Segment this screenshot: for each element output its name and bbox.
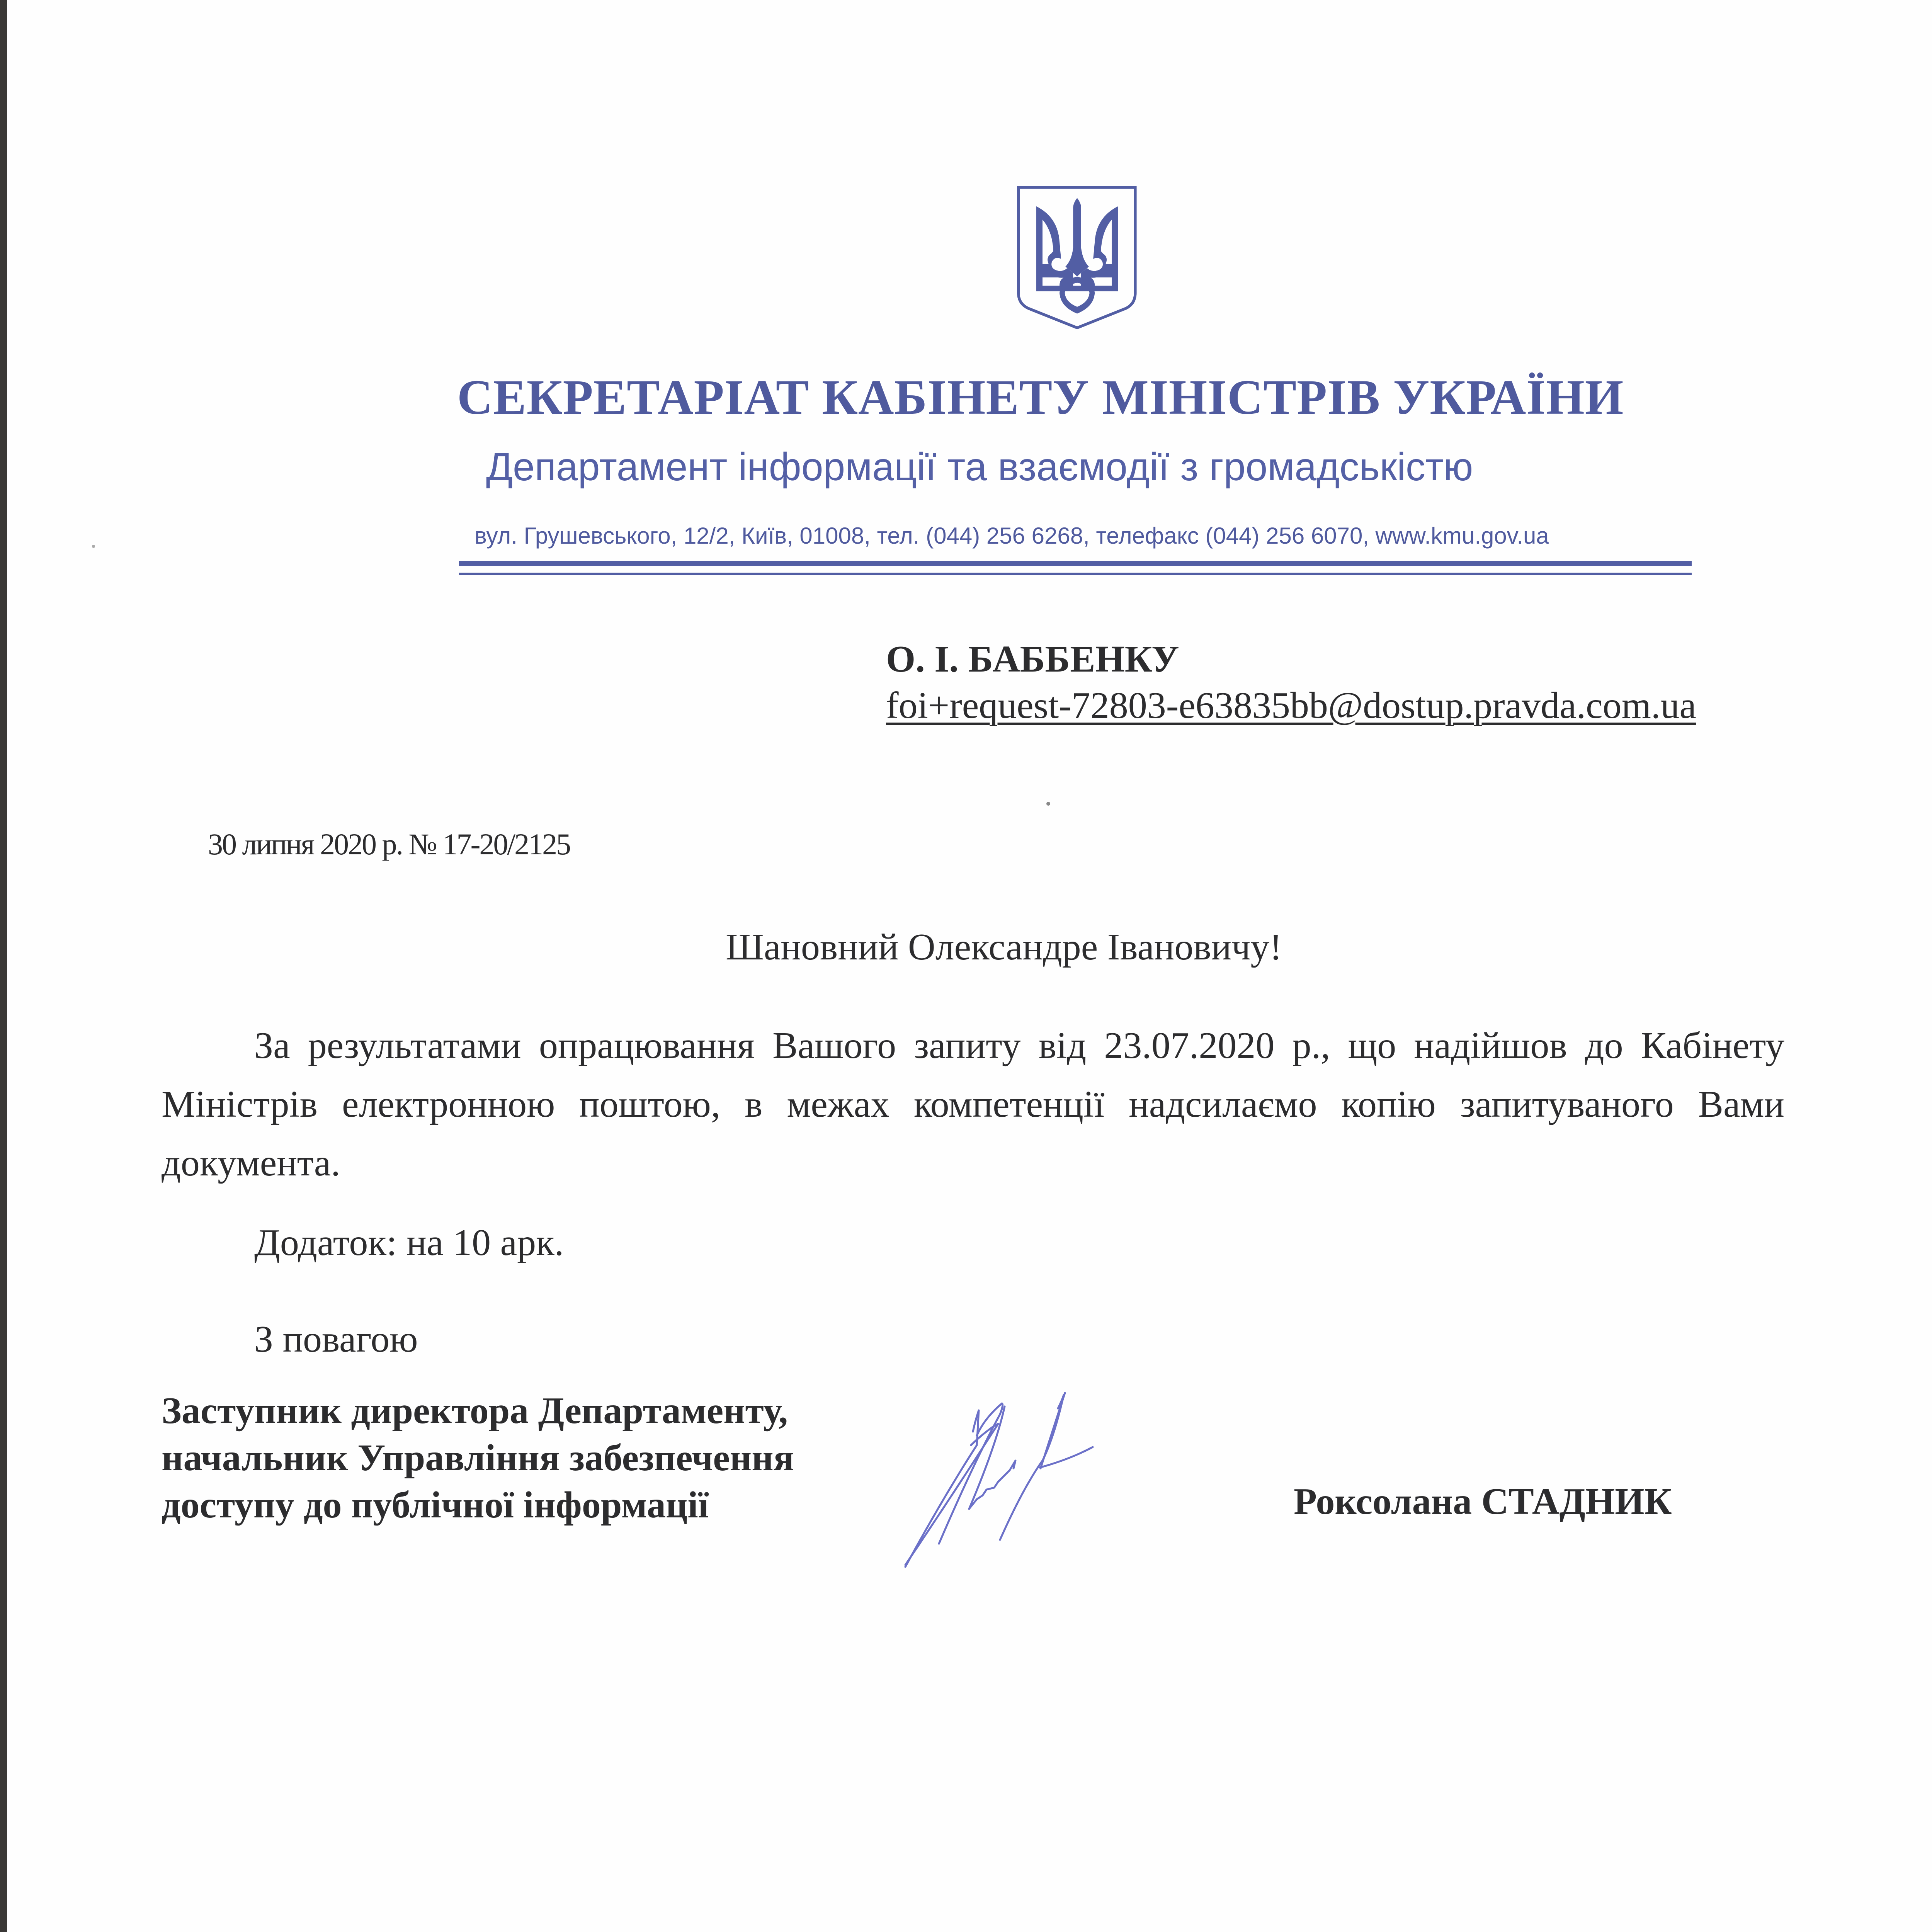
tryzub-coat-of-arms-icon xyxy=(996,162,1151,371)
letterhead-address: вул. Грушевського, 12/2, Київ, 01008, тел. (044) 256 6268, телефакс (044) 256 6070, www.kmu.gov.ua xyxy=(474,523,1549,549)
signer-title-line: доступу до публічної інформації xyxy=(162,1484,709,1526)
signer-name: Роксолана СТАДНИК xyxy=(1294,1481,1672,1522)
organization-title: СЕКРЕТАРІАТ КАБІНЕТУ МІНІСТРІВ УКРАЇНИ xyxy=(457,370,1624,425)
recipient-email-link[interactable]: foi+request-72803-e63835bb@dostup.pravda.com.ua xyxy=(886,685,1696,726)
document-date-and-number: 30 липня 2020 р. № 17-20/2125 xyxy=(208,827,570,861)
signer-title xyxy=(162,1387,794,1529)
department-title: Департамент інформації та взаємодії з громадськістю xyxy=(486,445,1473,489)
letter-page xyxy=(7,0,1932,1932)
letterhead-divider-thin xyxy=(459,573,1692,575)
body-paragraph: За результатами опрацювання Вашого запиту від 23.07.2020 р., що надійшов до Кабінету Міністрів електронною поштою, в межах компетенції надсилаємо копію запитуваного Вами документа. xyxy=(162,1025,1784,1184)
closing-phrase: З повагою xyxy=(254,1318,418,1360)
recipient-name: О. І. БАББЕНКУ xyxy=(886,638,1179,680)
signer-title-line: начальник Управління забезпечення xyxy=(162,1437,794,1479)
scan-speck xyxy=(1046,802,1050,806)
salutation: Шановний Олександре Івановичу! xyxy=(726,926,1282,968)
attachment-note: Додаток: на 10 арк. xyxy=(254,1222,564,1264)
handwritten-signature-icon xyxy=(896,1372,1321,1584)
signer-title-line: Заступник директора Департаменту, xyxy=(162,1390,788,1432)
letterhead-divider-thick xyxy=(459,561,1692,566)
scan-speck xyxy=(92,545,95,548)
